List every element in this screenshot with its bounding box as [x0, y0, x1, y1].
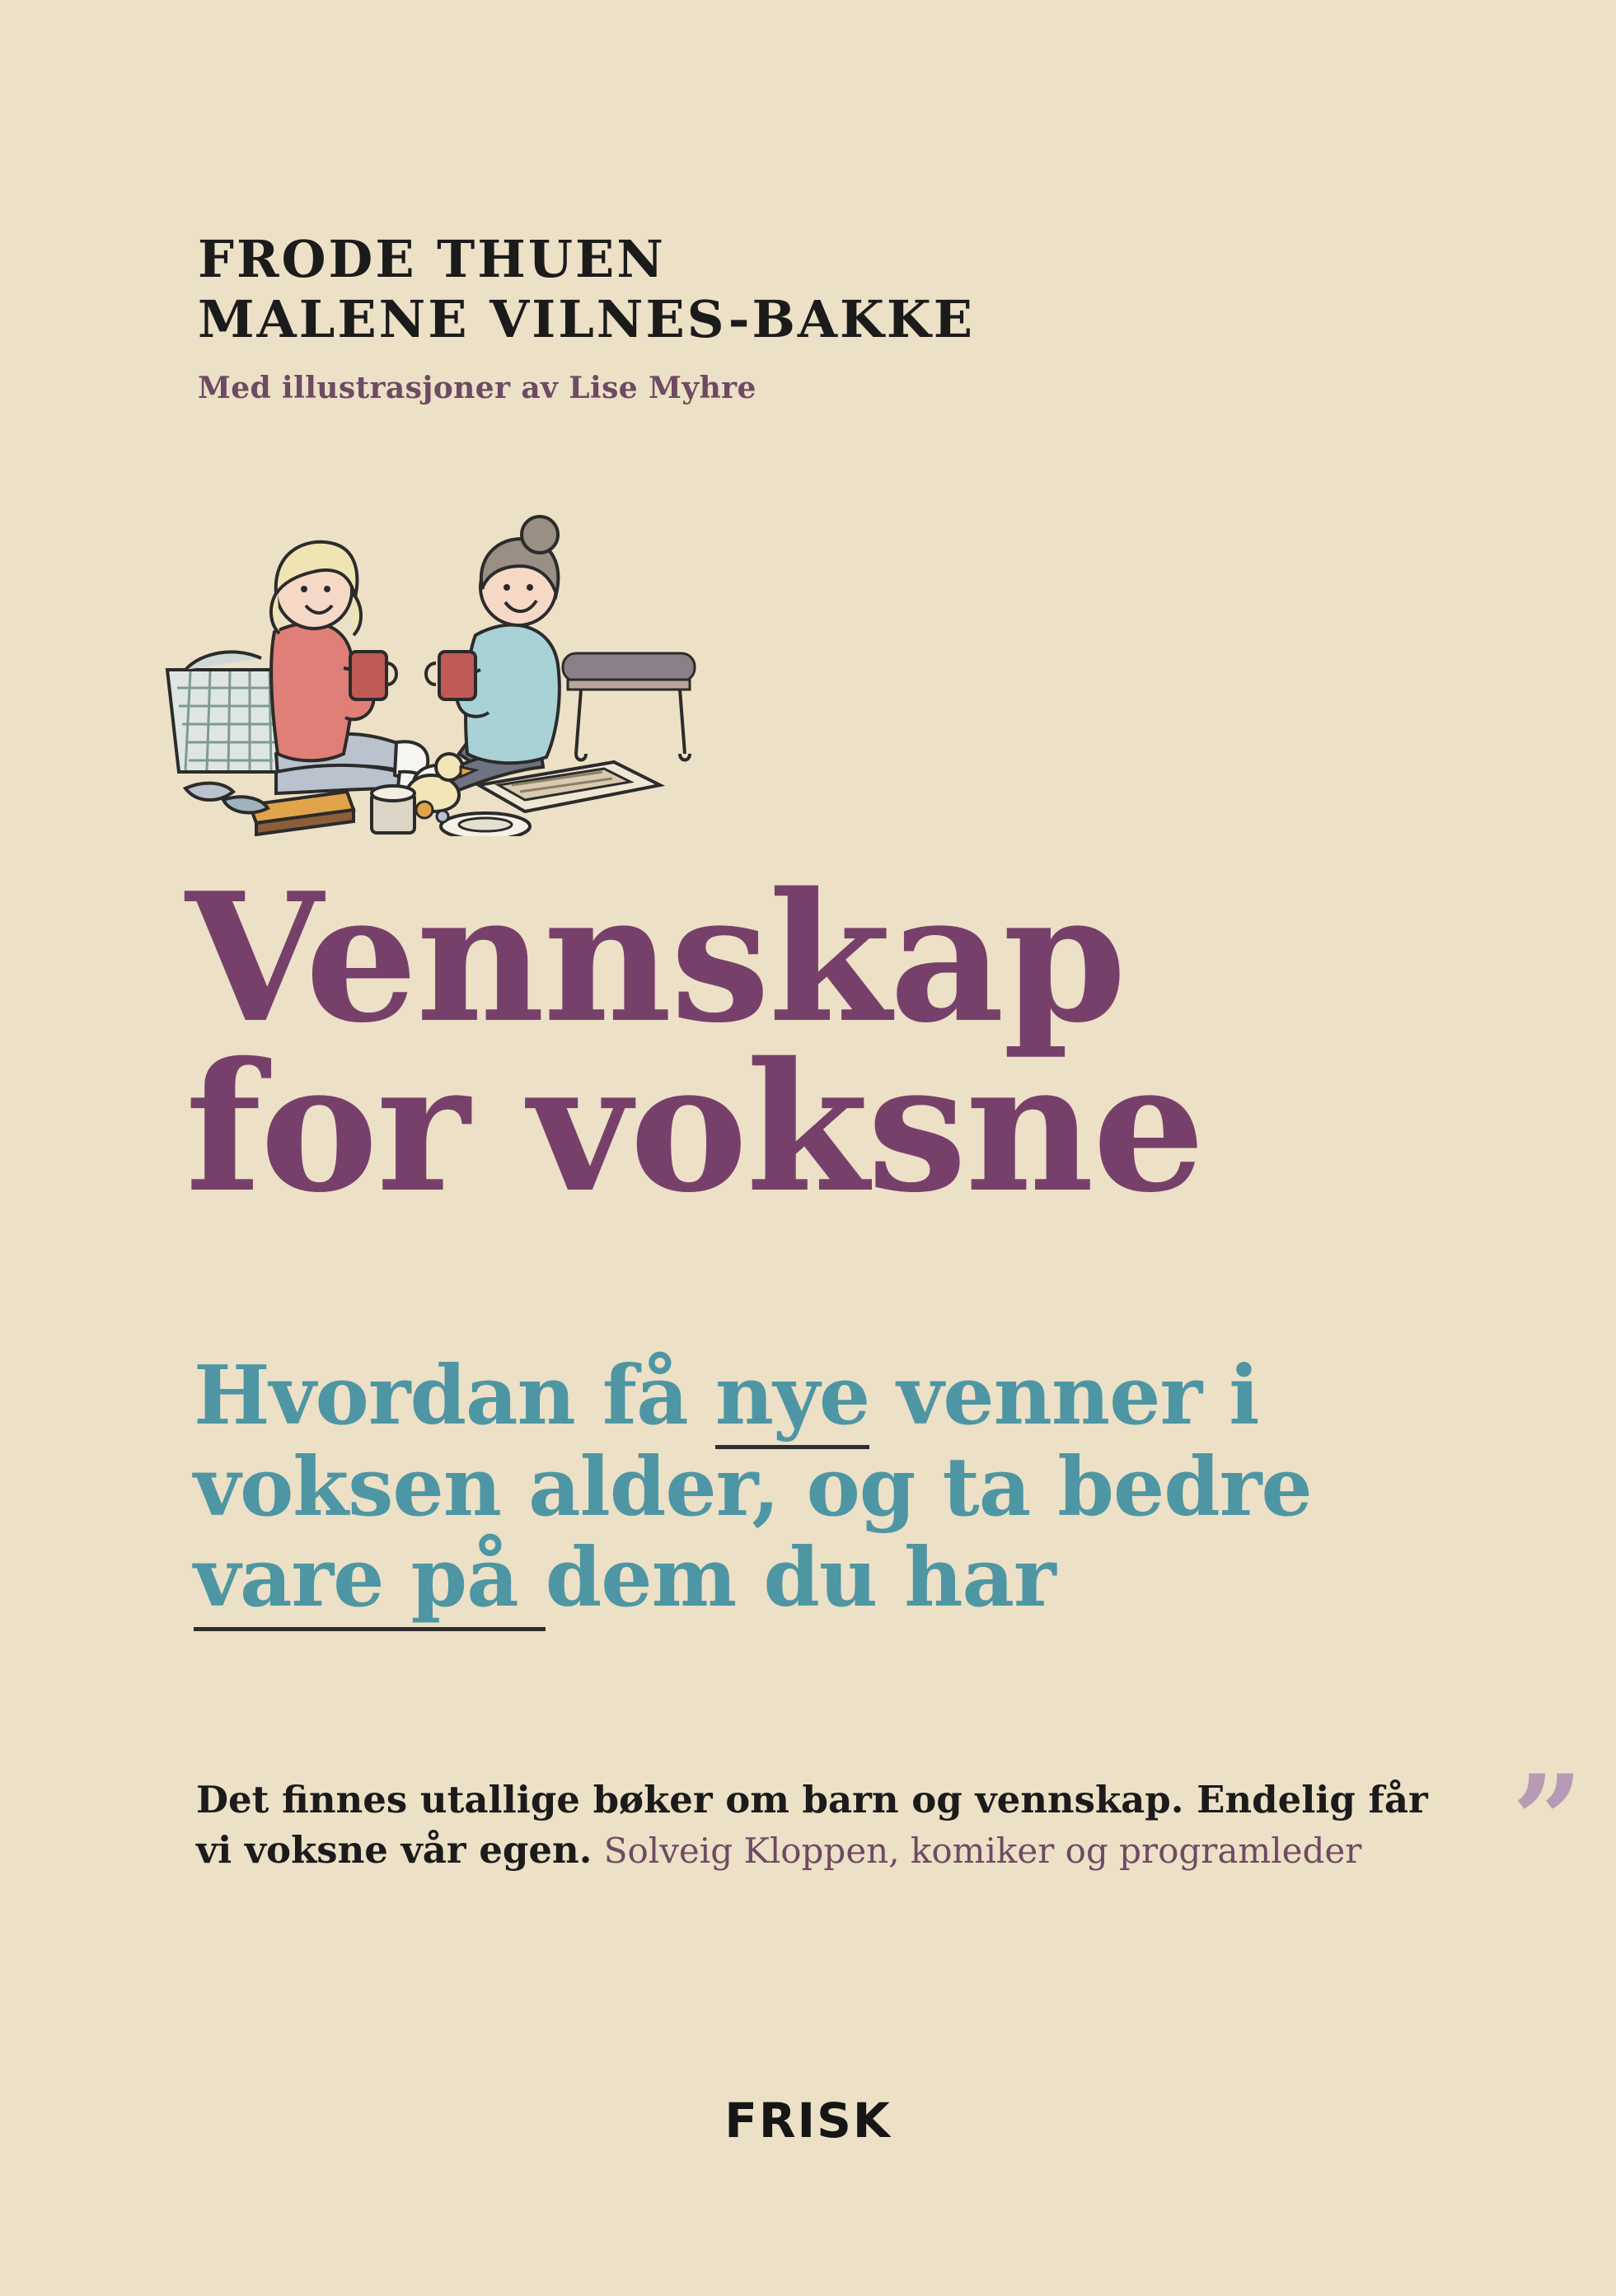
- cover-illustration: [152, 482, 762, 836]
- floor-items-shape: [185, 783, 530, 836]
- stool-shape: [563, 653, 695, 760]
- title-line-1: Vennskap: [185, 853, 1126, 1062]
- subtitle-seg-1a: Hvordan få: [194, 1349, 715, 1443]
- subtitle-seg-1b-emphasis: nye: [715, 1349, 870, 1449]
- subtitle-seg-1c: venner i: [869, 1349, 1259, 1443]
- title-line-2: for voksne: [185, 1023, 1204, 1232]
- quotation-mark-icon: ”: [1511, 1748, 1583, 1893]
- cover-blurb: [196, 1775, 1432, 1876]
- book-subtitle: [194, 1351, 1479, 1625]
- subtitle-line-3: [194, 1533, 1479, 1625]
- blurb-attribution: Solveig Kloppen, komiker og programleder: [603, 1830, 1362, 1871]
- illustrator-credit: Med illustrasjoner av Lise Myhre: [198, 371, 756, 406]
- author-block: [198, 229, 1434, 405]
- subtitle-line-2: voksen alder, og ta bedre: [194, 1439, 1312, 1535]
- blurb-quote-text: Det finnes utallige bøker om barn og vennskap. Endelig får vi voksne vår egen.: [196, 1778, 1428, 1872]
- subtitle-seg-3a-emphasis: vare: [194, 1531, 383, 1631]
- author-name-2: MALENE VILNES-BAKKE: [198, 289, 976, 350]
- subtitle-line-1: [194, 1351, 1479, 1443]
- author-name-1: FRODE THUEN: [198, 229, 666, 289]
- subtitle-seg-3c: dem du har: [545, 1531, 1056, 1626]
- girl-left-figure: [271, 542, 430, 804]
- girl-right-figure: [413, 517, 560, 799]
- subtitle-seg-3b-emphasis: på: [383, 1531, 545, 1631]
- publisher-logo: FRISK: [724, 2093, 892, 2149]
- book-title: [185, 853, 1471, 1232]
